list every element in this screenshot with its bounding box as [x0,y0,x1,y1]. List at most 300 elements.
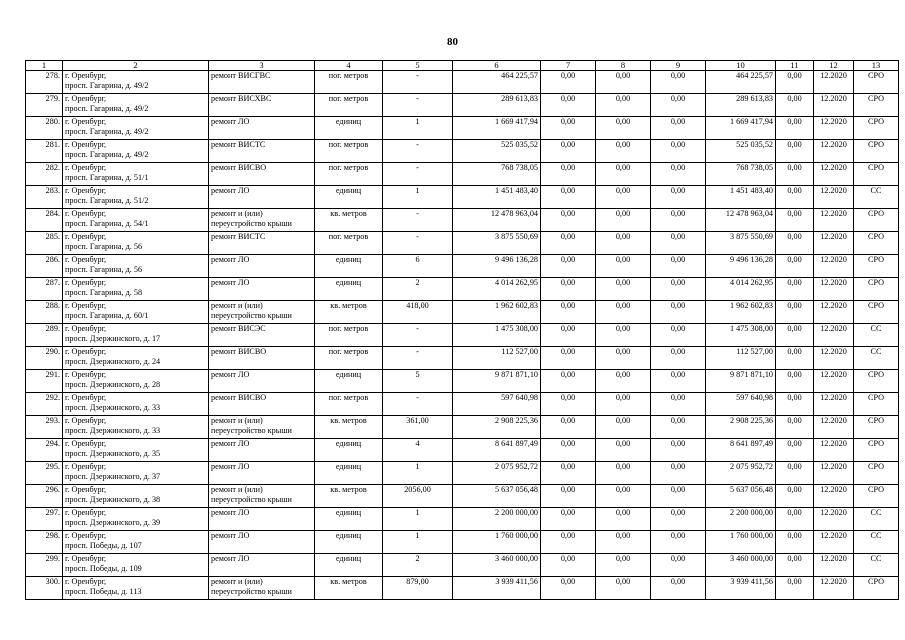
work-type-cell-line: ремонт ВИСХВС [211,94,272,103]
unit-cell-line: пог. метров [328,232,369,241]
col11-cell-line: 0,00 [787,186,802,195]
col11-cell [776,232,814,255]
deadline-cell-line: 12.2020 [820,439,847,448]
address-cell-line: просп. Дзержинского, д. 38 [65,494,161,504]
col10-cell [706,232,776,255]
unit-cell-line: единиц [335,554,362,563]
col10-cell-line: 112 527,00 [736,347,773,356]
col7-cell-line: 0,00 [560,301,576,310]
method-cell [854,462,899,485]
deadline-cell-line: 12.2020 [820,186,847,195]
col8-cell-line: 0,00 [615,94,631,103]
address-cell-line: просп. Победы, д. 107 [65,540,142,550]
work-type-cell-line: ремонт ВИСВО [211,393,267,402]
col7-cell [541,508,596,531]
col8-cell [596,163,651,186]
unit-cell [315,508,383,531]
cost-total-cell-line: 9 871 871,10 [495,370,538,379]
table-row [26,209,899,232]
col9-cell-line: 0,00 [670,577,686,586]
work-type-cell [209,301,315,324]
cost-total-cell-line: 464 225,57 [501,71,538,80]
deadline-cell-line: 12.2020 [820,140,847,149]
col10-cell-line: 525 035,52 [736,140,773,149]
col11-cell-line: 0,00 [787,347,802,356]
quantity-cell [383,531,453,554]
column-header-13: 13 [854,61,899,71]
address-cell [63,117,209,140]
col11-cell-line: 0,00 [787,416,802,425]
unit-cell-line: единиц [335,462,362,471]
col10-cell-line: 2 075 952,72 [730,462,773,471]
col11-cell [776,508,814,531]
deadline-cell [814,71,854,94]
col11-cell [776,301,814,324]
col10-cell [706,485,776,508]
col8-cell [596,508,651,531]
quantity-cell [383,370,453,393]
quantity-cell-line: 6 [415,255,420,264]
col10-cell-line: 1 669 417,94 [730,117,773,126]
col9-cell [651,324,706,347]
deadline-cell-line: 12.2020 [820,508,847,517]
row-number-line: 288. [45,301,60,310]
col8-cell-line: 0,00 [615,577,631,586]
deadline-cell-line: 12.2020 [820,278,847,287]
col7-cell-line: 0,00 [560,577,576,586]
row-number-line: 296. [45,485,60,494]
work-type-cell-line: переустройство крыши [211,586,292,596]
method-cell-line: СРО [867,71,885,80]
address-cell [63,554,209,577]
quantity-cell [383,232,453,255]
col7-cell [541,531,596,554]
col8-cell-line: 0,00 [615,531,631,540]
work-type-cell [209,232,315,255]
col8-cell [596,71,651,94]
col8-cell-line: 0,00 [615,416,631,425]
deadline-cell-line: 12.2020 [820,94,847,103]
address-cell-line: просп. Дзержинского, д. 17 [65,333,161,343]
col7-cell-line: 0,00 [560,554,576,563]
address-cell-line: г. Оренбург, [65,324,107,333]
row-number [26,577,63,600]
col10-cell-line: 1 451 483,40 [730,186,773,195]
col9-cell-line: 0,00 [670,462,686,471]
row-number-line: 297. [45,508,60,517]
method-cell-line: СРО [867,370,885,379]
col9-cell [651,439,706,462]
address-cell [63,186,209,209]
address-cell [63,94,209,117]
unit-cell-line: единиц [335,186,362,195]
row-number [26,163,63,186]
work-type-cell-line: ремонт ЛО [211,554,250,563]
address-cell-line: просп. Победы, д. 109 [65,563,142,573]
table-row [26,531,899,554]
row-number [26,370,63,393]
address-cell-line: просп. Гагарина, д. 49/2 [65,149,149,159]
method-cell [854,278,899,301]
col9-cell-line: 0,00 [670,94,686,103]
cost-total-cell [453,393,541,416]
work-type-cell [209,278,315,301]
table-row [26,94,899,117]
col8-cell-line: 0,00 [615,232,631,241]
address-cell-line: г. Оренбург, [65,255,107,264]
col7-cell-line: 0,00 [560,393,576,402]
col8-cell-line: 0,00 [615,117,631,126]
method-cell-line: СРО [867,462,885,471]
col7-cell-line: 0,00 [560,439,576,448]
address-cell-line: г. Оренбург, [65,232,107,241]
col9-cell-line: 0,00 [670,71,686,80]
unit-cell [315,140,383,163]
method-cell-line: СРО [867,163,885,172]
unit-cell-line: пог. метров [328,393,369,402]
col7-cell [541,370,596,393]
method-cell [854,485,899,508]
col9-cell [651,209,706,232]
table-row [26,577,899,600]
cost-total-cell [453,117,541,140]
col7-cell-line: 0,00 [560,255,576,264]
address-cell-line: просп. Дзержинского, д. 28 [65,379,161,389]
method-cell [854,209,899,232]
quantity-cell-line: 2 [415,278,420,287]
col9-cell [651,370,706,393]
col9-cell-line: 0,00 [670,255,686,264]
row-number-line: 295. [45,462,60,471]
col10-cell [706,370,776,393]
repair-register-table [25,60,899,600]
method-cell-line: СРО [867,577,885,586]
address-cell-line: г. Оренбург, [65,554,107,563]
work-type-cell-line: ремонт ЛО [211,186,250,195]
unit-cell [315,94,383,117]
table-row [26,324,899,347]
deadline-cell [814,393,854,416]
work-type-cell [209,186,315,209]
work-type-cell [209,393,315,416]
row-number [26,324,63,347]
col10-cell-line: 1 962 602,83 [730,301,773,310]
deadline-cell-line: 12.2020 [820,485,847,494]
col8-cell [596,324,651,347]
col10-cell-line: 12 478 963,04 [725,209,773,218]
col9-cell-line: 0,00 [670,140,686,149]
cost-total-cell-line: 768 738,05 [501,163,538,172]
address-cell-line: просп. Гагарина, д. 49/2 [65,103,149,113]
col10-cell-line: 597 640,98 [736,393,773,402]
method-cell-line: СРО [867,416,885,425]
deadline-cell [814,554,854,577]
row-number-line: 293. [45,416,60,425]
deadline-cell [814,232,854,255]
cost-total-cell [453,94,541,117]
col8-cell-line: 0,00 [615,554,631,563]
method-cell-line: СС [870,324,882,333]
deadline-cell-line: 12.2020 [820,416,847,425]
col10-cell-line: 9 496 136,28 [730,255,773,264]
table-row [26,347,899,370]
col8-cell [596,347,651,370]
address-cell-line: просп. Гагарина, д. 54/1 [65,218,149,228]
col11-cell [776,140,814,163]
address-cell-line: просп. Гагарина, д. 60/1 [65,310,149,320]
col11-cell [776,577,814,600]
unit-cell [315,255,383,278]
row-number [26,554,63,577]
unit-cell [315,439,383,462]
work-type-cell [209,324,315,347]
col10-cell-line: 464 225,57 [736,71,773,80]
method-cell-line: СРО [867,140,885,149]
column-header-2: 2 [63,61,209,71]
col10-cell [706,554,776,577]
quantity-cell [383,255,453,278]
row-number-line: 278. [45,71,60,80]
address-cell-line: просп. Гагарина, д. 58 [65,287,143,297]
method-cell-line: СРО [867,209,885,218]
address-cell-line: г. Оренбург, [65,577,107,586]
cost-total-cell-line: 1 475 308,00 [495,324,538,333]
address-cell-line: просп. Победы, д. 113 [65,586,142,596]
col8-cell-line: 0,00 [615,462,631,471]
col7-cell [541,324,596,347]
address-cell-line: г. Оренбург, [65,140,107,149]
method-cell-line: СРО [867,278,885,287]
row-number-line: 294. [45,439,60,448]
col8-cell [596,531,651,554]
col10-cell [706,416,776,439]
method-cell-line: СРО [867,439,885,448]
work-type-cell-line: ремонт ВИСГВС [211,71,271,80]
col10-cell-line: 3 460 000,00 [730,554,773,563]
col11-cell [776,71,814,94]
quantity-cell-line: 879,00 [406,577,429,586]
work-type-cell [209,94,315,117]
col8-cell-line: 0,00 [615,186,631,195]
row-number [26,462,63,485]
method-cell [854,301,899,324]
method-cell [854,232,899,255]
col7-cell-line: 0,00 [560,370,576,379]
col8-cell-line: 0,00 [615,71,631,80]
unit-cell-line: пог. метров [328,347,369,356]
deadline-cell [814,577,854,600]
col9-cell [651,278,706,301]
address-cell-line: г. Оренбург, [65,462,107,471]
col9-cell-line: 0,00 [670,554,686,563]
table-row [26,370,899,393]
method-cell [854,531,899,554]
col7-cell [541,301,596,324]
work-type-cell-line: переустройство крыши [211,494,292,504]
deadline-cell-line: 12.2020 [820,117,847,126]
table-row [26,554,899,577]
quantity-cell-line: 1 [415,186,420,195]
method-cell [854,140,899,163]
col7-cell [541,232,596,255]
cost-total-cell [453,140,541,163]
method-cell [854,508,899,531]
col11-cell-line: 0,00 [787,232,802,241]
work-type-cell-line: ремонт и (или) [211,577,263,586]
column-header-3: 3 [209,61,315,71]
cost-total-cell-line: 3 875 550,69 [495,232,538,241]
col11-cell-line: 0,00 [787,531,802,540]
work-type-cell [209,117,315,140]
col10-cell [706,255,776,278]
col7-cell [541,485,596,508]
col10-cell [706,94,776,117]
col11-cell [776,209,814,232]
deadline-cell [814,117,854,140]
deadline-cell [814,163,854,186]
cost-total-cell [453,439,541,462]
table-row [26,508,899,531]
col9-cell [651,347,706,370]
col8-cell-line: 0,00 [615,393,631,402]
quantity-cell [383,71,453,94]
quantity-cell [383,462,453,485]
quantity-cell-line: 1 [415,531,420,540]
address-cell-line: просп. Гагарина, д. 56 [65,241,143,251]
work-type-cell-line: ремонт ВИСВО [211,163,267,172]
row-number-line: 292. [45,393,60,402]
col8-cell [596,416,651,439]
method-cell [854,255,899,278]
quantity-cell [383,416,453,439]
col11-cell [776,416,814,439]
address-cell [63,439,209,462]
address-cell [63,508,209,531]
work-type-cell [209,255,315,278]
table-row [26,255,899,278]
col11-cell [776,531,814,554]
unit-cell [315,209,383,232]
col10-cell [706,140,776,163]
col8-cell-line: 0,00 [615,439,631,448]
address-cell-line: просп. Гагарина, д. 51/2 [65,195,149,205]
table-row [26,278,899,301]
quantity-cell-line: - [416,324,419,333]
col7-cell-line: 0,00 [560,416,576,425]
method-cell [854,370,899,393]
unit-cell [315,301,383,324]
col7-cell-line: 0,00 [560,508,576,517]
col9-cell-line: 0,00 [670,186,686,195]
deadline-cell [814,485,854,508]
col7-cell-line: 0,00 [560,324,576,333]
address-cell-line: г. Оренбург, [65,94,107,103]
col7-cell-line: 0,00 [560,117,576,126]
column-header-8: 8 [596,61,651,71]
method-cell-line: СРО [867,393,885,402]
col10-cell-line: 2 200 000,00 [730,508,773,517]
row-number [26,485,63,508]
col9-cell [651,531,706,554]
row-number [26,209,63,232]
deadline-cell-line: 12.2020 [820,209,847,218]
unit-cell-line: пог. метров [328,163,369,172]
col9-cell-line: 0,00 [670,416,686,425]
row-number [26,393,63,416]
method-cell [854,163,899,186]
quantity-cell [383,393,453,416]
unit-cell [315,485,383,508]
deadline-cell [814,278,854,301]
quantity-cell-line: - [416,393,419,402]
col10-cell-line: 1 760 000,00 [730,531,773,540]
work-type-cell-line: ремонт ЛО [211,117,250,126]
col11-cell [776,439,814,462]
cost-total-cell-line: 4 014 262,95 [495,278,538,287]
method-cell [854,393,899,416]
method-cell [854,94,899,117]
table-row [26,71,899,94]
col11-cell [776,278,814,301]
method-cell-line: СРО [867,255,885,264]
col11-cell-line: 0,00 [787,163,802,172]
col10-cell-line: 3 875 550,69 [730,232,773,241]
col7-cell-line: 0,00 [560,347,576,356]
quantity-cell-line: - [416,140,419,149]
col9-cell-line: 0,00 [670,117,686,126]
col11-cell [776,554,814,577]
table-row [26,485,899,508]
deadline-cell-line: 12.2020 [820,71,847,80]
address-cell [63,370,209,393]
unit-cell-line: пог. метров [328,94,369,103]
cost-total-cell [453,462,541,485]
col9-cell [651,485,706,508]
address-cell-line: просп. Дзержинского, д. 39 [65,517,161,527]
cost-total-cell [453,416,541,439]
row-number-line: 284. [45,209,60,218]
col7-cell [541,163,596,186]
col9-cell-line: 0,00 [670,209,686,218]
deadline-cell-line: 12.2020 [820,232,847,241]
col9-cell-line: 0,00 [670,347,686,356]
quantity-cell-line: - [416,94,419,103]
col8-cell [596,140,651,163]
col10-cell [706,439,776,462]
unit-cell-line: пог. метров [328,140,369,149]
deadline-cell [814,186,854,209]
row-number-line: 285. [45,232,60,241]
unit-cell-line: пог. метров [328,71,369,80]
unit-cell [315,577,383,600]
unit-cell-line: единиц [335,508,362,517]
row-number-line: 280. [45,117,60,126]
col8-cell [596,301,651,324]
address-cell [63,416,209,439]
row-number-line: 289. [45,324,60,333]
col11-cell [776,462,814,485]
work-type-cell-line: переустройство крыши [211,218,292,228]
col7-cell-line: 0,00 [560,209,576,218]
col10-cell [706,186,776,209]
deadline-cell [814,140,854,163]
quantity-cell-line: 5 [415,370,420,379]
col10-cell-line: 289 613,83 [736,94,773,103]
quantity-cell-line: - [416,209,419,218]
method-cell-line: СС [870,347,882,356]
cost-total-cell-line: 112 527,00 [501,347,538,356]
method-cell [854,117,899,140]
